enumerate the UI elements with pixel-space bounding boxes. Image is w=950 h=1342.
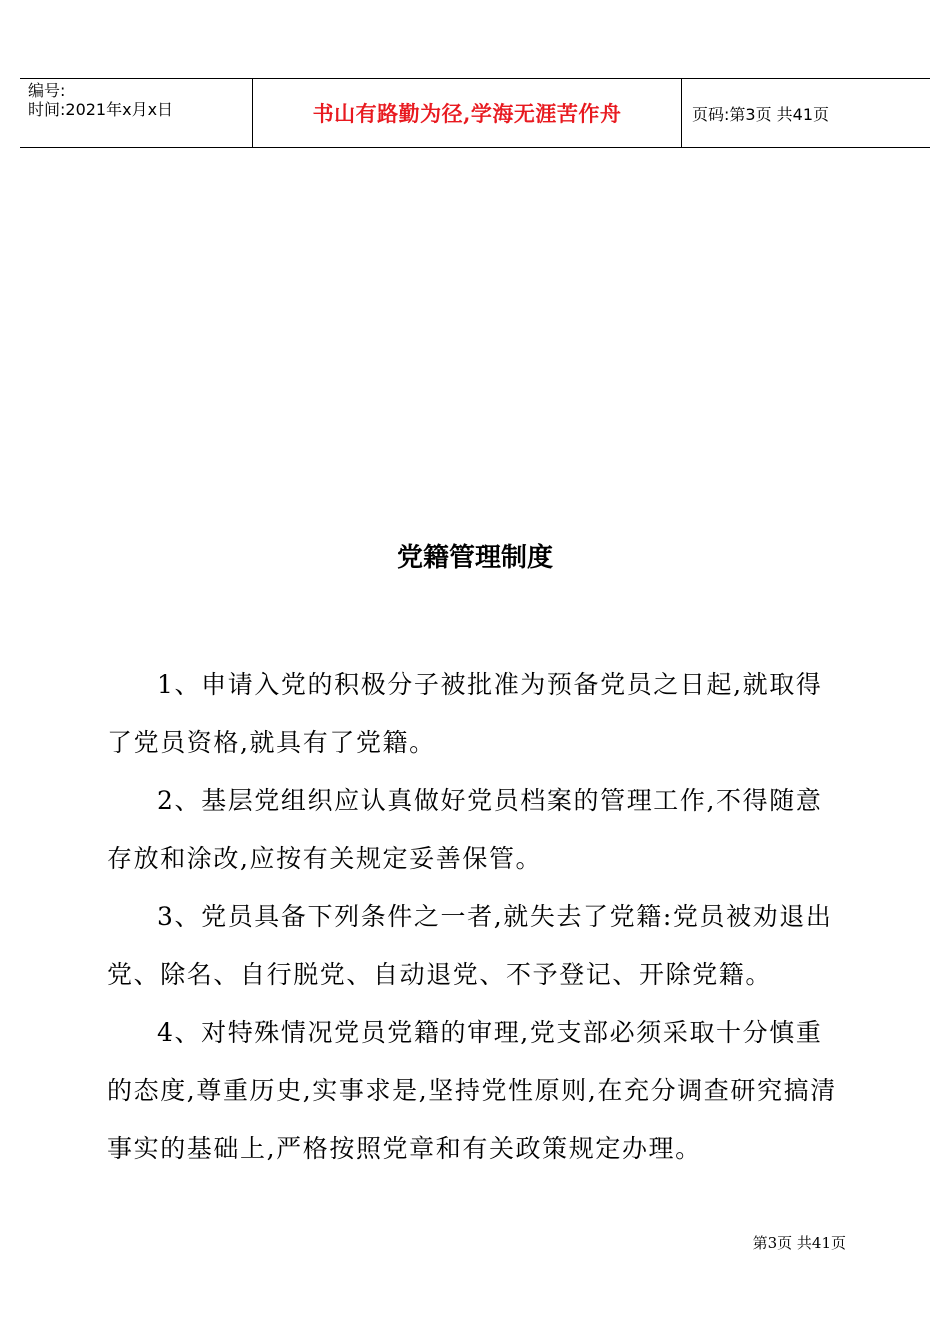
header-slogan: 书山有路勤为径,学海无涯苦作舟: [252, 79, 682, 147]
document-date: 时间:2021年x月x日: [28, 100, 174, 119]
paragraph-1: 1、申请入党的积极分子被批准为预备党员之日起,就取得了党员资格,就具有了党籍。: [107, 670, 823, 757]
document-number-label: 编号:: [28, 81, 66, 100]
paragraph-2: 2、基层党组织应认真做好党员档案的管理工作,不得随意存放和涂改,应按有关规定妥善保管。: [107, 786, 823, 873]
header-page-code: 页码:第3页 共41页: [692, 104, 830, 124]
document-body: [107, 656, 847, 1178]
paragraph-3: 3、党员具备下列条件之一者,就失去了党籍:党员被劝退出党、除名、自行脱党、自动退党、不予登记、开除党籍。: [107, 902, 833, 989]
page-header: [20, 78, 930, 148]
document-title: 党籍管理制度: [396, 543, 553, 573]
page-footer: 第3页 共41页: [752, 1234, 846, 1252]
paragraph-4: 4、对特殊情况党员党籍的审理,党支部必须采取十分慎重的态度,尊重历史,实事求是,坚持党性原则,在充分调查研究搞清事实的基础上,严格按照党章和有关政策规定办理。: [107, 1018, 837, 1163]
header-meta: [20, 79, 252, 147]
